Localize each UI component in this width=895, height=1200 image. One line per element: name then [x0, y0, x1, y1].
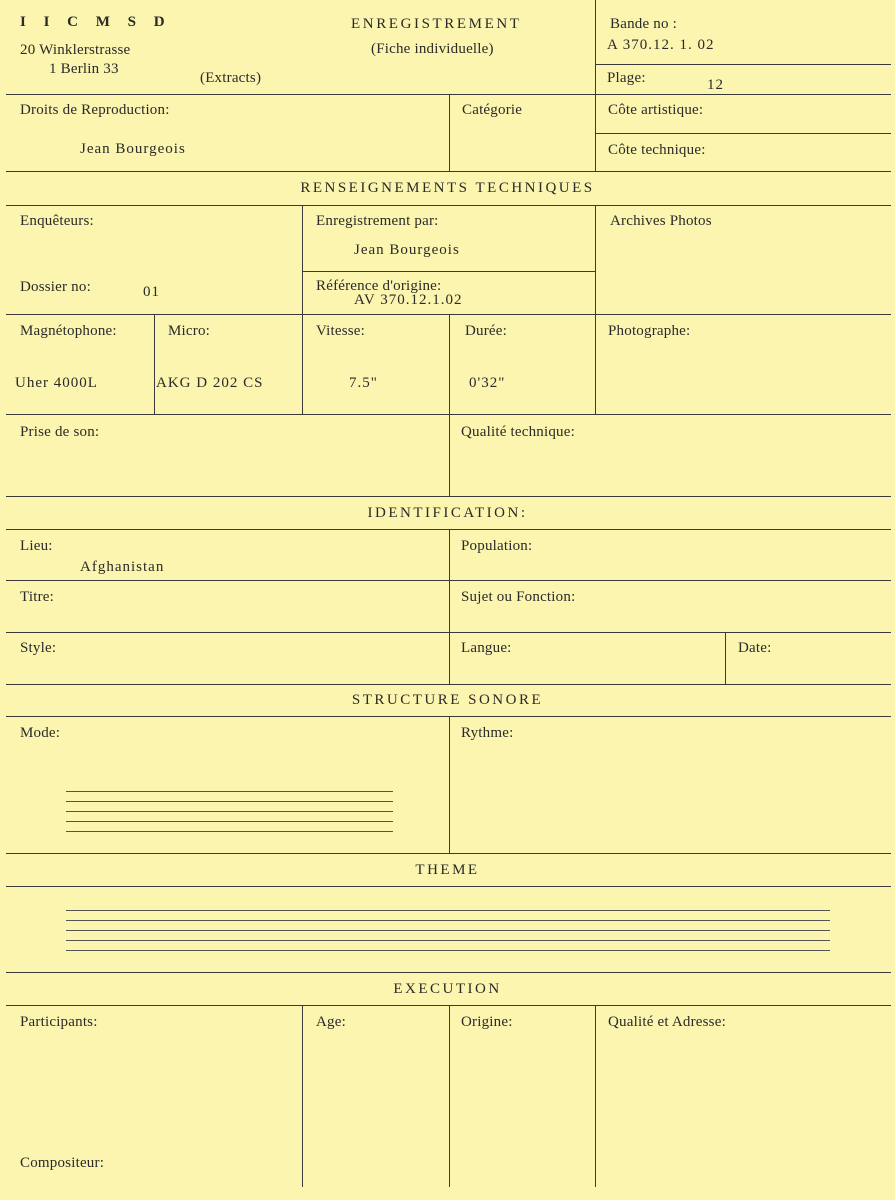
section-title-theme: THEME — [415, 862, 480, 878]
document-subtitle: (Fiche individuelle) — [371, 41, 494, 57]
section-title-identification: IDENTIFICATION: — [367, 505, 528, 521]
qualite-technique-label: Qualité technique: — [461, 424, 575, 440]
rule — [302, 205, 303, 415]
rule — [449, 414, 450, 496]
rule — [595, 0, 596, 95]
rule — [595, 1005, 596, 1187]
rule — [449, 1005, 450, 1187]
plage-value: 12 — [707, 77, 724, 93]
document-title: ENREGISTREMENT — [351, 16, 522, 32]
rule — [449, 94, 450, 172]
rule — [302, 1005, 303, 1187]
rule — [302, 271, 595, 272]
reference-label: Référence d'origine: — [316, 278, 442, 294]
section-title-execution: EXECUTION — [393, 981, 502, 997]
lieu-label: Lieu: — [20, 538, 53, 554]
langue-label: Langue: — [461, 640, 512, 656]
section-title-renseignements: RENSEIGNEMENTS TECHNIQUES — [300, 180, 595, 196]
rule — [595, 205, 596, 415]
origine-label: Origine: — [461, 1014, 513, 1030]
style-label: Style: — [20, 640, 57, 656]
categorie-label: Catégorie — [462, 102, 523, 118]
vitesse-value: 7.5" — [349, 375, 378, 391]
staff-line — [66, 910, 830, 911]
participants-label: Participants: — [20, 1014, 98, 1030]
extracts-note: (Extracts) — [200, 70, 262, 86]
rule — [6, 684, 891, 685]
staff-line — [66, 950, 830, 951]
duree-label: Durée: — [465, 323, 508, 339]
logo: I I C M S D — [20, 14, 172, 30]
staff-line — [66, 930, 830, 931]
staff-line — [66, 920, 830, 921]
rule — [154, 314, 155, 415]
droits-value: Jean Bourgeois — [80, 141, 186, 157]
rule — [6, 171, 891, 172]
rythme-label: Rythme: — [461, 725, 514, 741]
prise-de-son-label: Prise de son: — [20, 424, 100, 440]
address-line1: 20 Winklerstrasse — [20, 42, 131, 58]
staff-line — [66, 940, 830, 941]
cote-technique-label: Côte technique: — [608, 142, 706, 158]
enqueteurs-label: Enquêteurs: — [20, 213, 94, 229]
titre-label: Titre: — [20, 589, 54, 605]
rule — [449, 529, 450, 684]
rule — [595, 64, 891, 65]
staff-line — [66, 821, 393, 822]
address-line2: 1 Berlin 33 — [49, 61, 119, 77]
cote-artistique-label: Côte artistique: — [608, 102, 704, 118]
staff-line — [66, 791, 393, 792]
plage-label: Plage: — [607, 70, 646, 86]
photographe-label: Photographe: — [608, 323, 691, 339]
enregistrement-par-value: Jean Bourgeois — [354, 242, 460, 258]
rule — [725, 632, 726, 684]
sujet-label: Sujet ou Fonction: — [461, 589, 576, 605]
rule — [6, 496, 891, 497]
dossier-label: Dossier no: — [20, 279, 91, 295]
duree-value: 0'32" — [469, 375, 506, 391]
reference-value: AV 370.12.1.02 — [354, 292, 463, 308]
population-label: Population: — [461, 538, 533, 554]
rule — [6, 205, 891, 206]
qualite-adresse-label: Qualité et Adresse: — [608, 1014, 726, 1030]
droits-label: Droits de Reproduction: — [20, 102, 170, 118]
mode-label: Mode: — [20, 725, 61, 741]
bande-value: A 370.12. 1. 02 — [607, 37, 715, 53]
magnetophone-value: Uher 4000L — [15, 375, 98, 391]
rule — [6, 886, 891, 887]
lieu-value: Afghanistan — [80, 559, 165, 575]
rule — [6, 580, 891, 581]
magnetophone-label: Magnétophone: — [20, 323, 117, 339]
micro-label: Micro: — [168, 323, 211, 339]
staff-line — [66, 801, 393, 802]
micro-value: AKG D 202 CS — [156, 375, 264, 391]
rule — [6, 632, 891, 633]
age-label: Age: — [316, 1014, 346, 1030]
enregistrement-par-label: Enregistrement par: — [316, 213, 439, 229]
rule — [449, 314, 450, 415]
staff-line — [66, 811, 393, 812]
rule — [6, 853, 891, 854]
dossier-value: 01 — [143, 284, 160, 300]
staff-line — [66, 831, 393, 832]
date-label: Date: — [738, 640, 772, 656]
section-title-structure: STRUCTURE SONORE — [351, 692, 544, 708]
rule — [449, 716, 450, 854]
bande-label: Bande no : — [610, 16, 677, 32]
rule — [6, 972, 891, 973]
rule — [595, 133, 891, 134]
vitesse-label: Vitesse: — [316, 323, 366, 339]
archives-photos-label: Archives Photos — [610, 213, 712, 229]
compositeur-label: Compositeur: — [20, 1155, 105, 1171]
